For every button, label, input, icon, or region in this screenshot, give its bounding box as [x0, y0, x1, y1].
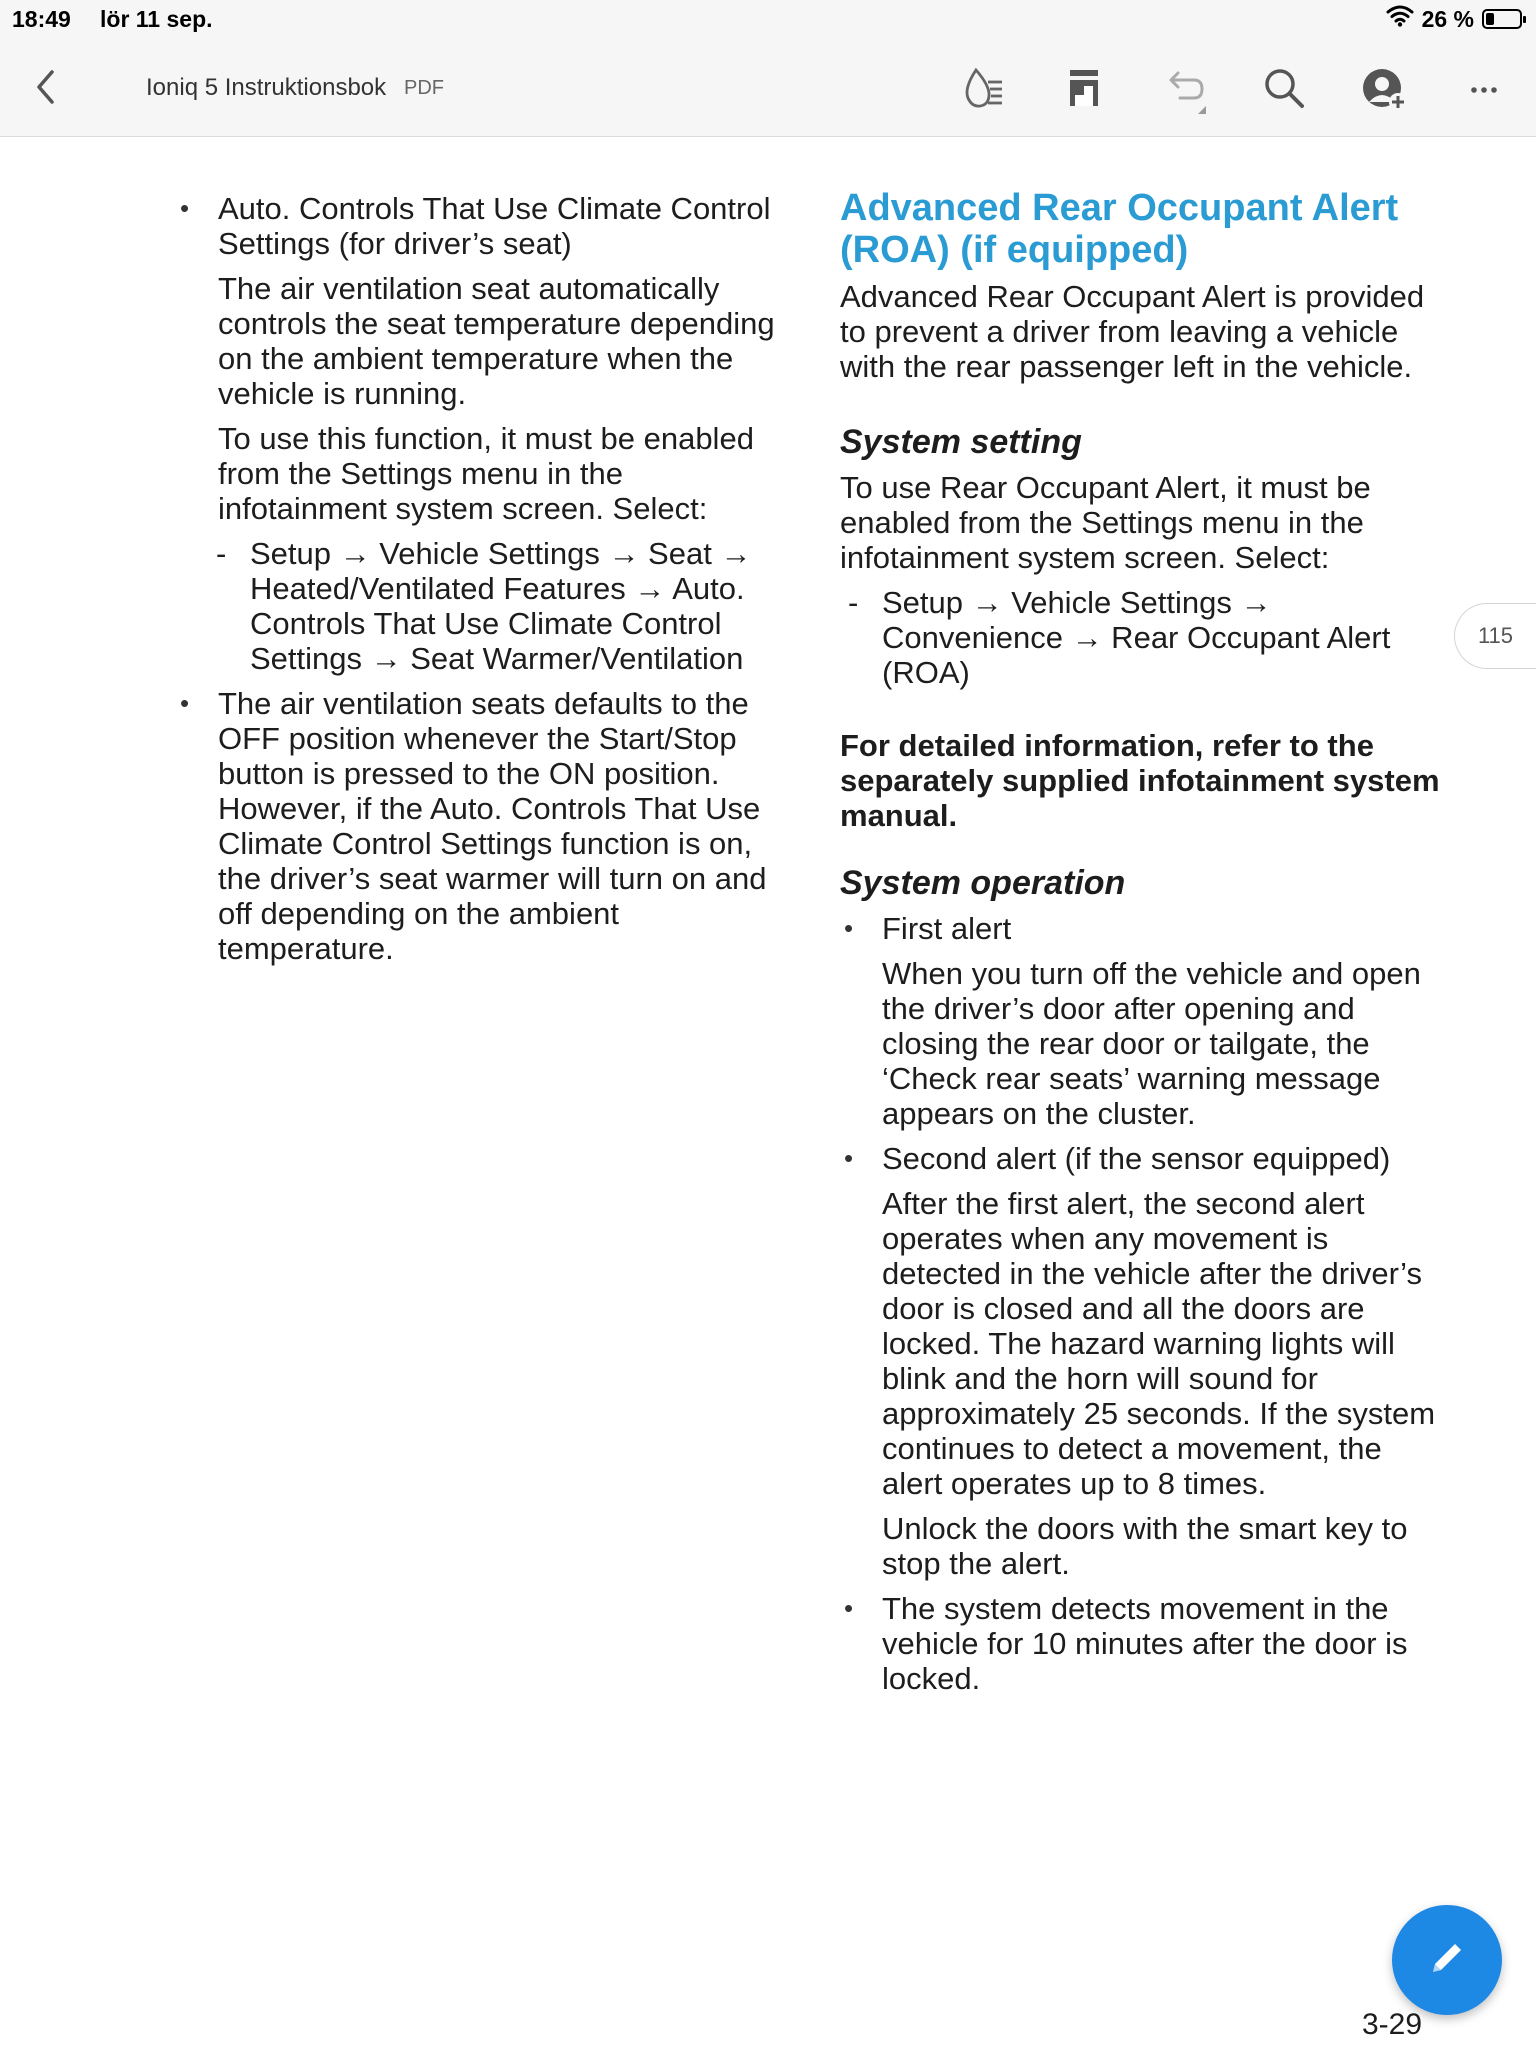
search-icon[interactable] [1258, 62, 1310, 114]
status-bar [0, 0, 1536, 40]
menu-path: - Setup → Vehicle Settings → Convenience → Rear Occupant Alert (ROA) [882, 585, 1440, 690]
subheading: System setting [840, 423, 1082, 461]
add-user-icon[interactable] [1358, 62, 1410, 114]
list-item [882, 1591, 1440, 1696]
list-item [882, 1141, 1440, 1176]
paragraph: Unlock the doors with the smart key to stop the alert. [882, 1511, 1408, 1581]
paragraph: To use this function, it must be enabled from the Settings menu in the infotainment system screen. Select: [218, 421, 754, 526]
page-layout-icon[interactable] [1058, 62, 1110, 114]
back-chevron-icon[interactable] [22, 62, 72, 112]
page-indicator-tab[interactable]: 115 [1454, 603, 1536, 669]
paragraph: When you turn off the vehicle and open the driver’s door after opening and closing the rear door or tailgate, the ‘Check rear seats’ warning message appears on the cluster. [882, 956, 1421, 1131]
battery-fill [1486, 13, 1494, 25]
battery-percent: 26 % [1421, 5, 1474, 32]
pdf-page[interactable] [0, 137, 1536, 2048]
item-text: • The system detects movement in the vehicle for 10 minutes after the door is locked. [882, 1591, 1408, 1696]
paragraph: After the first alert, the second alert operates when any movement is detected in the vehicle after the driver’s door is closed and all the doors are locked. The hazard warning lights will blink and the horn will sound for approximately 25 seconds. If the system continues to detect a movement, the alert operates up to 8 times. [882, 1186, 1436, 1501]
paragraph: The air ventilation seat automatically controls the seat temperature depending on the ambient temperature when the vehicle is running. [218, 271, 775, 411]
section-heading: Advanced Rear Occupant Alert (ROA) (if equipped) [840, 187, 1399, 271]
list-item [218, 686, 800, 966]
app-toolbar [0, 40, 1536, 137]
wifi-icon [1386, 5, 1414, 33]
edit-button[interactable] [1392, 1905, 1502, 2015]
battery-icon [1482, 9, 1522, 29]
paragraph: Advanced Rear Occupant Alert is provided to prevent a driver from leaving a vehicle with the rear passenger left in the vehicle. [840, 279, 1425, 384]
edit-pencil-icon [1423, 1934, 1471, 1987]
status-time: 18:49 [12, 6, 71, 32]
document-title: Ioniq 5 Instruktionsbok [146, 74, 387, 101]
status-date: lör 11 sep. [100, 6, 213, 32]
status-right [1386, 5, 1522, 33]
reading-mode-icon[interactable] [958, 62, 1010, 114]
note-bold: For detailed information, refer to the separately supplied infotainment system manual. [840, 728, 1440, 833]
subheading: System operation [840, 864, 1126, 902]
item-title: • First alert [882, 911, 1012, 946]
left-column [180, 191, 800, 976]
item-title: • Second alert (if the sensor equipped) [882, 1141, 1391, 1176]
list-item [218, 191, 800, 261]
menu-path: - Setup → Vehicle Settings → Seat → Heated/Ventilated Features → Auto. Controls That Use Climate Control Settings → Seat Warmer/Ventilation [250, 536, 800, 676]
right-column [840, 187, 1440, 1706]
more-icon[interactable] [1458, 62, 1510, 114]
page-number: 3-29 [1362, 2008, 1423, 2041]
document-type-label: PDF [404, 77, 444, 99]
item-title: • Auto. Controls That Use Climate Control Settings (for driver’s seat) [218, 191, 771, 261]
item-text: • The air ventilation seats defaults to the OFF position whenever the Start/Stop button is pressed to the ON position. However, if the Auto. Controls That Use Climate Control Settings function is on, the driver’s seat warmer will turn on and off depending on the ambient temperature. [218, 686, 767, 966]
list-item [882, 911, 1440, 946]
undo-icon[interactable] [1158, 62, 1210, 114]
paragraph: To use Rear Occupant Alert, it must be enabled from the Settings menu in the infotainment system screen. Select: [840, 470, 1371, 575]
